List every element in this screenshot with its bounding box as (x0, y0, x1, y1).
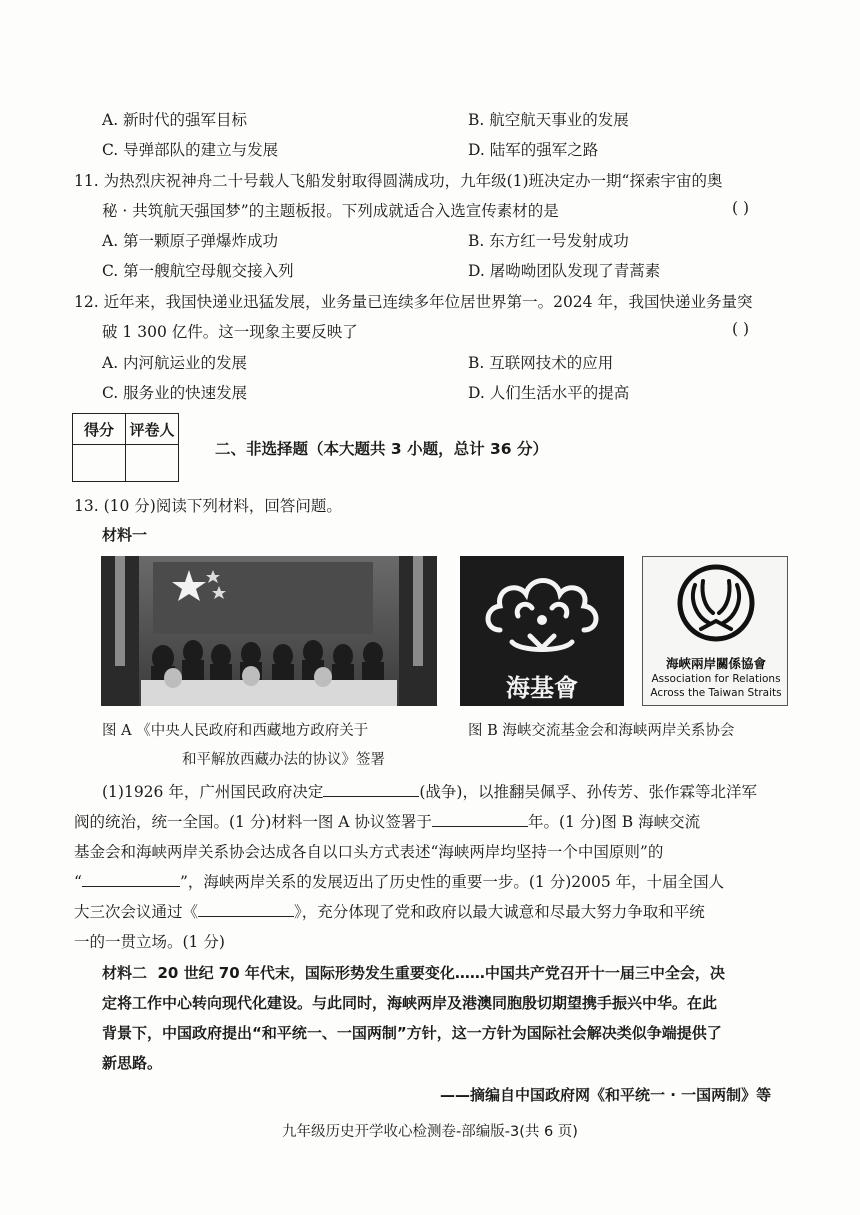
arats-logo-en2: Across the Taiwan Straits (650, 687, 782, 699)
q13-p5 (74, 900, 705, 922)
score-header: 得分 (73, 414, 126, 445)
q13-p5-text-a: 大三次会议通过《 (74, 903, 199, 921)
q11-stem-line1: 11. 为热烈庆祝神舟二十号载人飞船发射取得圆满成功，九年级(1)班决定办一期“探索宇宙的奥 (74, 172, 723, 190)
q12-option-c: C. 服务业的快速发展 (102, 384, 248, 402)
q11-option-d: D. 屠呦呦团队发现了青蒿素 (468, 262, 661, 280)
arats-logo (642, 556, 788, 706)
q12-stem-line2: 破 1 300 亿件。这一现象主要反映了 (102, 323, 358, 341)
q13-p2-text-a: 阀的统治，统一全国。(1 分)材料一图 A 协议签署于 (74, 813, 432, 831)
q13-p4-text-a: “ (74, 873, 82, 891)
page-footer: 九年级历史开学收心检测卷-部编版-3(共 6 页) (282, 1124, 578, 1140)
material2-label: 材料二 (102, 964, 148, 982)
q11-option-a: A. 第一颗原子弹爆炸成功 (102, 232, 279, 250)
q13-p2-text-b: 年。(1 分)图 B 海峡交流 (527, 813, 701, 831)
material2-line3: 背景下，中国政府提出“和平统一、一国两制”方针，这一方针为国际社会解决类似争端提供了 (102, 1024, 722, 1042)
signing-photo (101, 556, 437, 706)
grader-cell[interactable] (126, 445, 179, 482)
q12-option-d: D. 人们生活水平的提高 (468, 384, 630, 402)
material2-source: ——摘编自中国政府网《和平统一 · 一国两制》等 (440, 1086, 772, 1104)
q10-option-a: A. 新时代的强军目标 (102, 111, 248, 129)
q12-answer-paren: ( ) (732, 320, 750, 338)
signing-photo-image (101, 556, 437, 706)
q13-p5-text-b: 》，充分体现了党和政府以最大诚意和尽最大努力争取和平统 (294, 903, 705, 921)
arats-logo-cn: 海峽兩岸關係協會 (665, 656, 766, 671)
sef-logo-text: 海基會 (506, 674, 578, 702)
q13-p2 (74, 810, 700, 832)
q13-p4-text-b: ”，海峡两岸关系的发展迈出了历史性的重要一步。(1 分)2005 年，十届全国人 (179, 873, 725, 891)
q11-option-c: C. 第一艘航空母舰交接入列 (102, 262, 294, 280)
q13-p1-text-b: (战争)，以推翻吴佩孚、孙传芳、张作霖等北洋军 (419, 783, 757, 801)
q10-option-c: C. 导弹部队的建立与发展 (102, 141, 279, 159)
material2-line4: 新思路。 (102, 1054, 163, 1072)
section2-title: 二、非选择题（本大题共 3 小题，总计 36 分） (215, 440, 548, 458)
blank-year[interactable] (432, 812, 528, 827)
q10-option-d: D. 陆军的强军之路 (468, 141, 599, 159)
q13-p1 (102, 780, 757, 802)
material2-line1 (102, 962, 725, 983)
arats-emblem-icon (643, 557, 788, 649)
q12-option-b: B. 互联网技术的应用 (468, 354, 614, 372)
arats-logo-en1: Association for Relations (651, 673, 781, 685)
q13-p1-text-a: (1)1926 年，广州国民政府决定 (102, 783, 324, 801)
q13-p6: 一的一贯立场。(1 分) (74, 933, 225, 951)
caption-b: 图 B 海峡交流基金会和海峡两岸关系协会 (468, 723, 735, 739)
score-cell[interactable] (73, 445, 126, 482)
caption-a-line2: 和平解放西藏办法的协议》签署 (182, 752, 385, 768)
material2-line2: 定将工作中心转向现代化建设。与此同时，海峡两岸及港澳同胞殷切期望携手振兴中华。在此 (102, 994, 718, 1012)
sef-cloud-icon (460, 556, 624, 666)
grader-header: 评卷人 (126, 414, 179, 445)
caption-a-line1: 图 A 《中央人民政府和西藏地方政府关于 (102, 723, 369, 739)
q10-option-b: B. 航空航天事业的发展 (468, 111, 629, 129)
q12-option-a: A. 内河航运业的发展 (102, 354, 248, 372)
score-table (72, 413, 179, 482)
material1-label: 材料一 (102, 526, 148, 544)
q11-option-b: B. 东方红一号发射成功 (468, 232, 629, 250)
blank-war[interactable] (323, 782, 419, 797)
blank-law[interactable] (198, 902, 294, 917)
sef-logo (460, 556, 624, 706)
q12-stem-line1: 12. 近年来，我国快递业迅猛发展，业务量已连续多年位居世界第一。2024 年，我国快递业务量突 (74, 293, 753, 311)
q13-p4 (74, 870, 724, 892)
q11-stem-line2: 秘 · 共筑航天强国梦”的主题板报。下列成就适合入选宣传素材的是 (102, 202, 559, 220)
q13-intro: 13. (10 分)阅读下列材料，回答问题。 (74, 497, 342, 515)
material2-text1: 20 世纪 70 年代末，国际形势发生重要变化……中国共产党召开十一届三中全会，决 (157, 964, 725, 982)
q13-p3: 基金会和海峡两岸关系协会达成各自以口头方式表述“海峡两岸均坚持一个中国原则”的 (74, 843, 664, 861)
blank-consensus[interactable] (82, 872, 180, 887)
q11-answer-paren: ( ) (732, 199, 750, 217)
